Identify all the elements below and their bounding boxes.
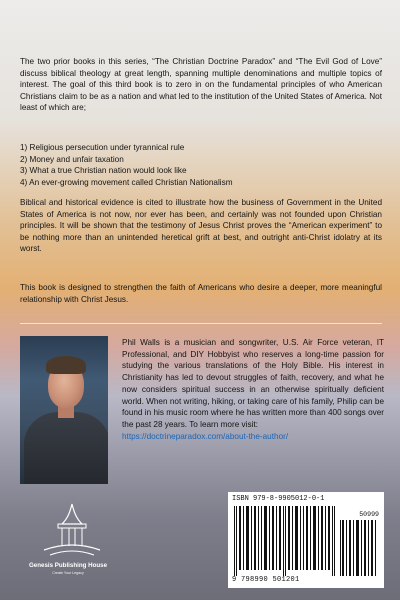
- publisher-tagline: Create Your Legacy: [52, 571, 84, 575]
- topic-list-item: 3) What a true Christian nation would look like: [20, 166, 187, 176]
- publisher-logo-icon: [40, 500, 104, 560]
- ean-barcode: [234, 506, 336, 576]
- barcode-block: [228, 492, 384, 588]
- section-divider: [20, 323, 382, 324]
- author-website-link[interactable]: https://doctrineparadox.com/about-the-author/: [122, 431, 289, 441]
- price-addon-barcode: [340, 520, 378, 576]
- author-bio-text: Phil Walls is a musician and songwriter, U.S. Air Force veteran, IT Professional, and DIY Hobbyist who reserves a long-time passion for studying the various translations of the Holy Bible. His interest in Christianity has led to devout struggles of faith, recovery, and what he now considers spiritual success in an otherwise spiritually deficient world. When not writing, hiking, or taking care of his family, Philip can be found in his music room where he has written more than 400 songs over the past 28 years. To learn more visit:: [122, 338, 384, 429]
- author-photo: [20, 336, 108, 484]
- isbn-label: ISBN 979-8-9905012-0-1: [232, 495, 325, 503]
- topic-list-item: 2) Money and unfair taxation: [20, 154, 124, 164]
- price-code-label: 50999: [359, 511, 379, 518]
- ean-digits: 9 798990 501201: [232, 576, 300, 584]
- blurb-purpose-paragraph: This book is designed to strengthen the faith of Americans who desire a deeper, more meaningful relationship with Christ Jesus.: [20, 283, 382, 304]
- blurb-intro-paragraph: The two prior books in this series, “The Christian Doctrine Paradox” and “The Evil God of Love” discuss biblical theology at great length, spanning multiple denominations and multiple topics of interest. The goal of this third book is to zero in on the fundamental principles of who American Christians claim to be as a nation and what led to the institution of the United States of America. Not least of which are;: [20, 57, 382, 113]
- topic-list: [20, 142, 382, 188]
- blurb-evidence-paragraph: Biblical and historical evidence is cited to illustrate how the business of Government in the United States of America is not now, nor ever has been, and certainly was not founded upon Christian principles. It will be shown that the testimony of Jesus Christ proves the “American experiment” to be nothing more than an unintended heretical grift at best, and outright anti-Christ idolatry at its worst.: [20, 198, 382, 254]
- publisher-name: Genesis Publishing House: [28, 562, 108, 569]
- topic-list-item: 1) Religious persecution under tyrannical rule: [20, 143, 185, 152]
- topic-list-item: 4) An ever-growing movement called Christian Nationalism: [20, 177, 233, 187]
- author-bio: [122, 337, 384, 442]
